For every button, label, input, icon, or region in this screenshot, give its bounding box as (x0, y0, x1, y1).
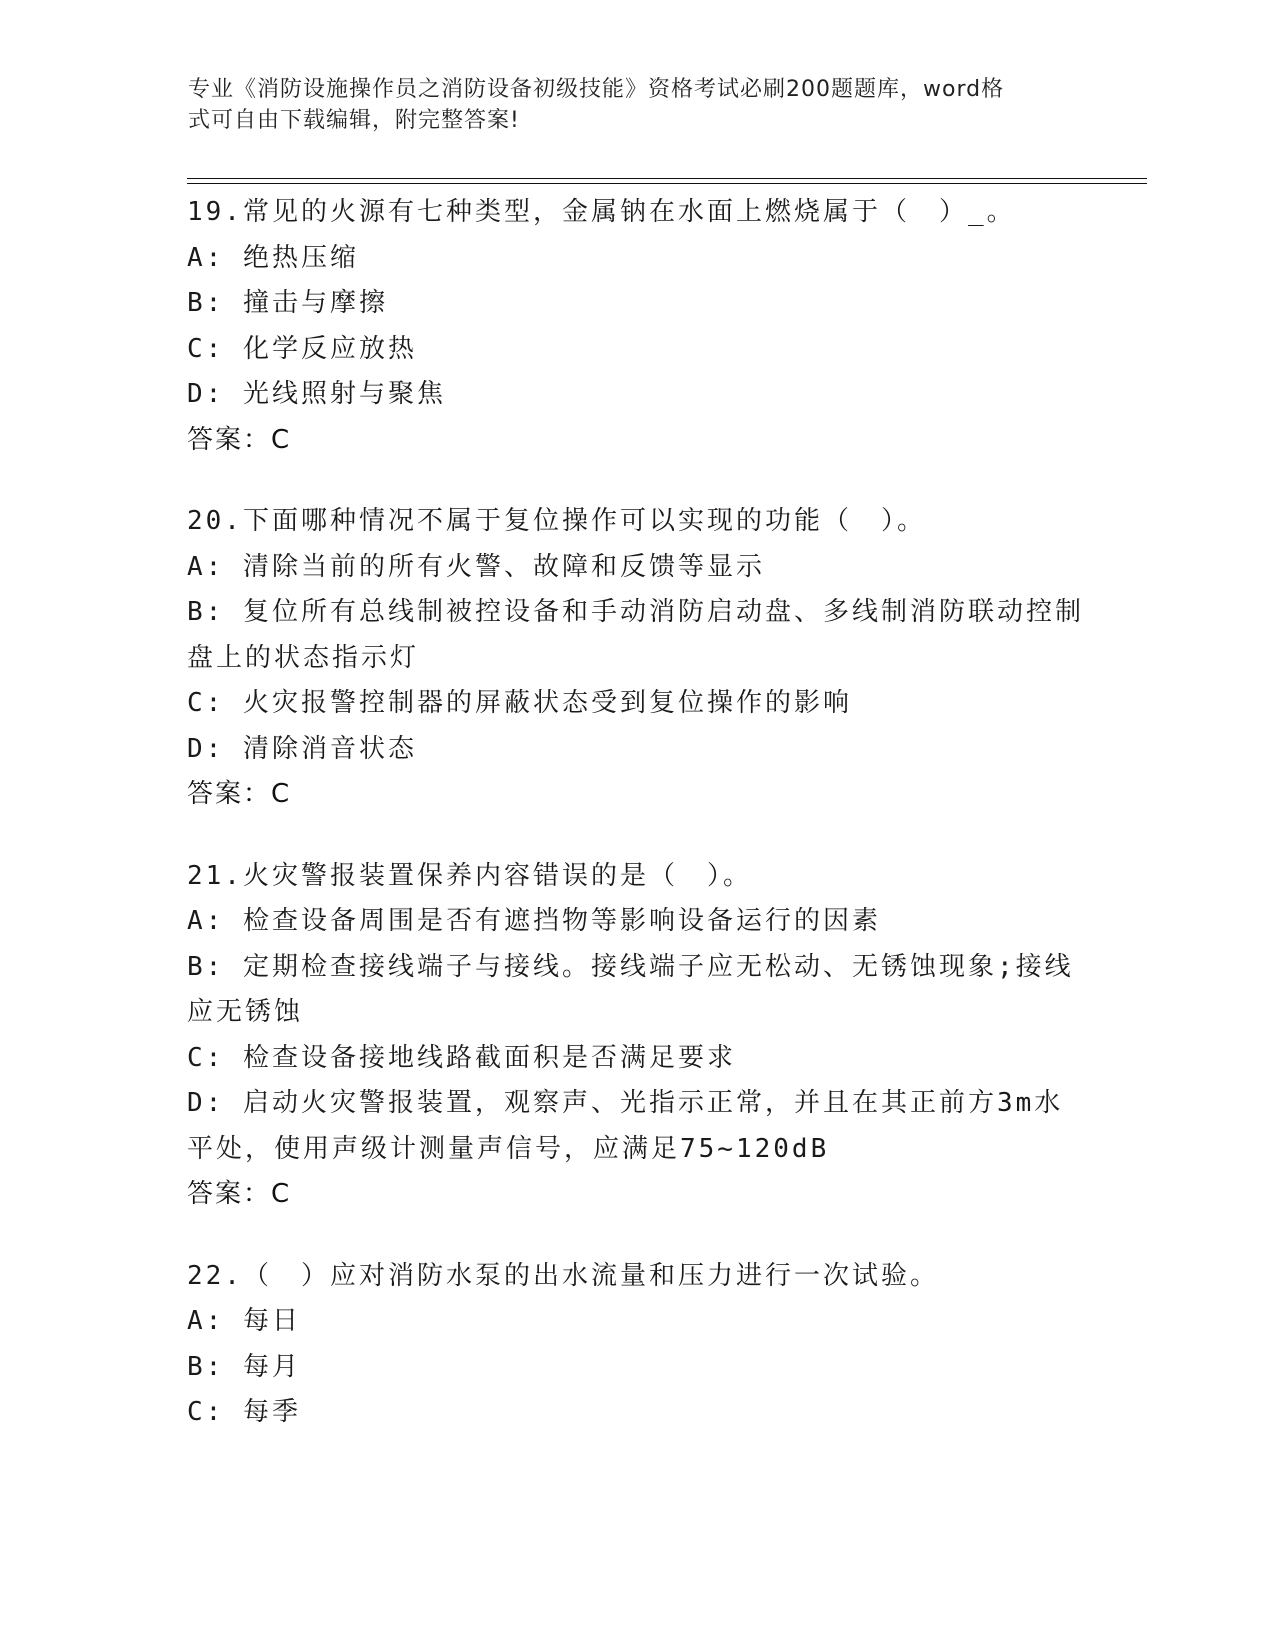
question-stem: 21.火灾警报装置保养内容错误的是（ ）。 (187, 860, 752, 891)
option-d: D: 清除消音状态 (187, 733, 417, 764)
question-list (187, 190, 1087, 1472)
option-b: B: 撞击与摩擦 (187, 288, 388, 318)
header-line-2: 式可自由下载编辑，附完整答案! (188, 108, 520, 133)
option-c: C: 检查设备接地线路截面积是否满足要求 (187, 1042, 736, 1073)
option-a: A: 绝热压缩 (187, 242, 359, 273)
question-19 (187, 190, 1087, 463)
question-stem: 20.下面哪种情况不属于复位操作可以实现的功能（ ）。 (187, 506, 926, 536)
document-header (188, 74, 1068, 136)
option-b: B: 定期检查接线端子与接线。接线端子应无松动、无锈蚀现象;接线应无锈蚀 (187, 951, 1074, 1027)
header-divider-top (187, 178, 1147, 179)
header-line-1: 专业《消防设施操作员之消防设备初级技能》资格考试必刷200题题库，word格 (188, 77, 1005, 102)
question-22 (187, 1254, 1087, 1436)
option-d: D: 光线照射与聚焦 (187, 379, 446, 409)
question-21 (187, 854, 1087, 1218)
answer: 答案：C (187, 779, 292, 809)
header-divider-bottom (187, 183, 1147, 184)
option-a: A: 清除当前的所有火警、故障和反馈等显示 (187, 551, 765, 582)
option-a: A: 每日 (187, 1306, 301, 1336)
question-20 (187, 499, 1087, 818)
answer: 答案：C (187, 424, 292, 455)
option-d: D: 启动火灾警报装置，观察声、光指示正常，并且在其正前方3m水平处，使用声级计测量声信号，应满足75~120dB (187, 1088, 1064, 1164)
option-c: C: 每季 (187, 1397, 301, 1427)
option-b: B: 复位所有总线制被控设备和手动消防启动盘、多线制消防联动控制盘上的状态指示灯 (187, 597, 1084, 673)
option-a: A: 检查设备周围是否有遮挡物等影响设备运行的因素 (187, 906, 881, 936)
option-b: B: 每月 (187, 1351, 301, 1382)
option-c: C: 化学反应放热 (187, 333, 417, 364)
question-stem: 22.（ ）应对消防水泵的出水流量和压力进行一次试验。 (187, 1260, 939, 1291)
question-stem: 19.常见的火源有七种类型，金属钠在水面上燃烧属于（ ）_。 (187, 197, 1016, 227)
answer: 答案：C (187, 1179, 292, 1209)
option-c: C: 火灾报警控制器的屏蔽状态受到复位操作的影响 (187, 688, 852, 718)
